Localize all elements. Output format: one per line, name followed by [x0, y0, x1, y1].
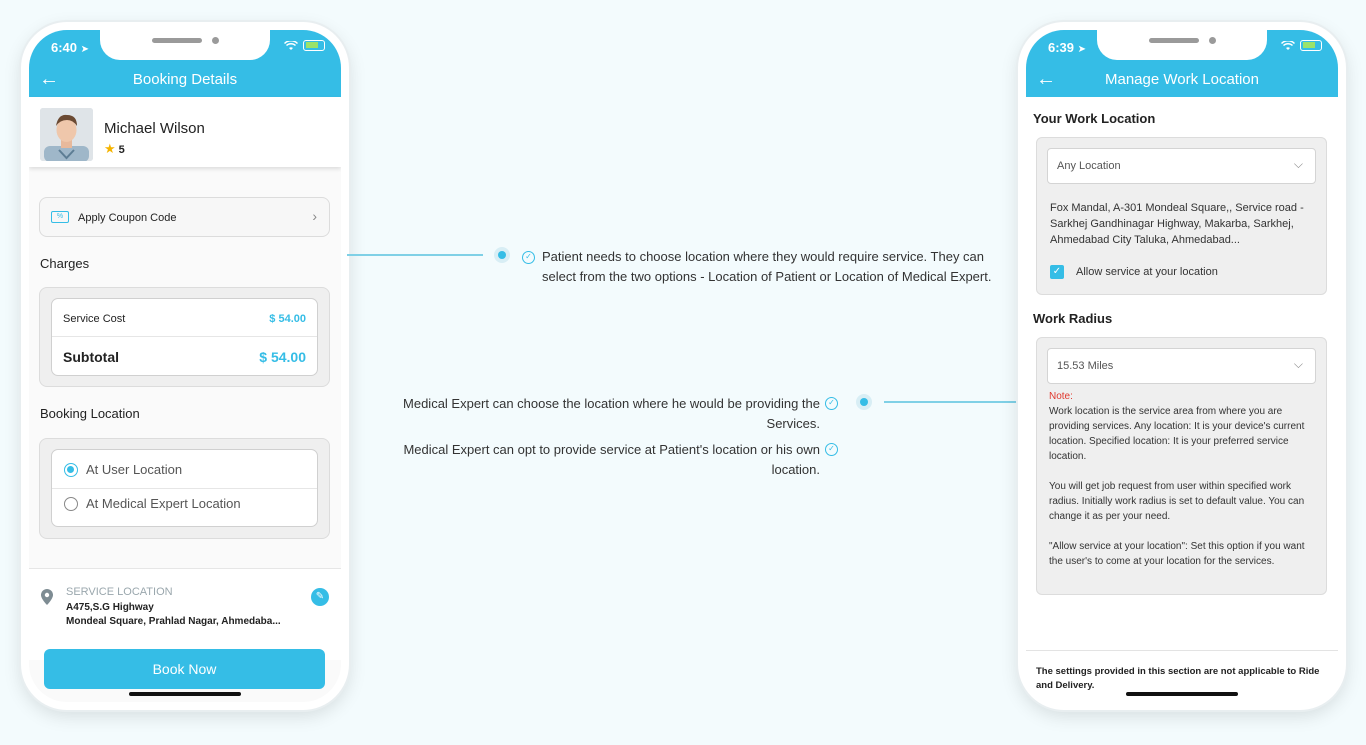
chevron-right-icon: ›	[312, 208, 317, 224]
option-expert-location[interactable]	[64, 496, 241, 511]
rating-value: 5	[118, 144, 125, 156]
edit-icon[interactable]: ✎	[311, 588, 329, 606]
app-header	[29, 30, 341, 97]
status-bar	[1026, 30, 1338, 64]
charges-card	[39, 287, 330, 387]
wifi-icon	[284, 41, 298, 51]
radio-selected-icon	[64, 463, 78, 477]
coupon-label: Apply Coupon Code	[78, 212, 177, 224]
subtotal-value: $ 54.00	[259, 349, 306, 365]
check-circle-icon: ✓	[522, 251, 535, 264]
service-cost-label: Service Cost	[63, 313, 126, 325]
expert-name: Michael Wilson	[104, 120, 205, 137]
app-header	[1026, 30, 1338, 97]
battery-icon	[1300, 40, 1322, 51]
apply-coupon-button[interactable]	[39, 197, 330, 237]
status-time: 6:40	[51, 40, 78, 55]
location-arrow-icon: ➤	[80, 44, 90, 55]
page-title: Booking Details	[132, 71, 238, 88]
rating	[104, 141, 125, 157]
service-address-line2: Mondeal Square, Prahlad Nagar, Ahmedaba...	[66, 616, 281, 627]
connector-dot	[494, 247, 510, 263]
expert-profile-card	[29, 97, 341, 167]
check-circle-icon: ✓	[825, 443, 838, 456]
work-location-content	[1026, 97, 1338, 702]
radius-dropdown-value: 15.53 Miles	[1057, 360, 1114, 372]
annotation-expert-2: Medical Expert can opt to provide service at Patient's location or his own location.	[403, 442, 820, 477]
manage-work-location-screen	[1026, 30, 1338, 702]
allow-service-label: Allow service at your location	[1076, 266, 1218, 278]
location-dropdown[interactable]	[1047, 148, 1316, 184]
avatar	[40, 108, 93, 161]
note-label: Note:	[1049, 391, 1073, 402]
option-label: At Medical Expert Location	[86, 496, 241, 511]
service-cost-value: $ 54.00	[269, 313, 306, 325]
work-location-title: Your Work Location	[1033, 111, 1156, 126]
page-title: Manage Work Location	[1105, 71, 1259, 88]
service-address-line1: A475,S.G Highway	[66, 602, 154, 613]
radio-unselected-icon	[64, 497, 78, 511]
subtotal-label: Subtotal	[63, 349, 119, 365]
allow-service-checkbox[interactable]	[1050, 265, 1218, 279]
battery-icon	[303, 40, 325, 51]
phone-notch	[1097, 30, 1267, 60]
divider	[52, 336, 317, 337]
chevron-down-icon: ⌵	[1293, 157, 1303, 171]
location-dropdown-value: Any Location	[1057, 160, 1121, 172]
connector-line	[347, 254, 483, 256]
checkbox-icon: ✓	[1050, 265, 1064, 279]
note-text: Work location is the service area from where you are providing services. Any location: It is your device's current location. Specified location: It is your preferred service location. You will get job request from user within specified work radius. Initially work radius is set to default value. You can change it as per your need. "Allow service at your location": Set this option if you want the user's to come at your location for the services.	[1049, 406, 1305, 567]
home-indicator	[1126, 692, 1238, 696]
coupon-icon: %	[51, 211, 69, 223]
footer-note-text: The settings provided in this section are not applicable to Ride and Delivery.	[1036, 666, 1320, 691]
work-address: Fox Mandal, A-301 Mondeal Square,, Service road - Sarkhej Gandhinagar Highway, Makarba, Sarkhej, Ahmedabad City Taluka, Ahmedabad...	[1050, 202, 1304, 246]
connector-dot	[856, 394, 872, 410]
work-radius-card	[1036, 337, 1327, 595]
chevron-down-icon: ⌵	[1293, 357, 1303, 371]
radius-dropdown[interactable]	[1047, 348, 1316, 384]
booking-location-title: Booking Location	[40, 406, 140, 421]
service-location-section	[29, 568, 341, 660]
option-user-location[interactable]	[64, 462, 182, 477]
booking-location-card	[39, 438, 330, 539]
annotation-patient: Patient needs to choose location where they would require service. They can select from the two options - Location of Patient or Location of Medical Expert.	[542, 249, 992, 284]
status-icons	[1281, 40, 1322, 51]
book-now-button[interactable]: Book Now	[44, 649, 325, 689]
back-arrow-icon[interactable]: ←	[1036, 68, 1056, 90]
booking-details-screen	[29, 30, 341, 702]
manage-work-location-phone	[1018, 22, 1346, 710]
service-location-label: SERVICE LOCATION	[66, 586, 173, 598]
option-label: At User Location	[86, 462, 183, 477]
status-icons	[284, 40, 325, 51]
booking-details-phone	[21, 22, 349, 710]
work-location-card	[1036, 137, 1327, 295]
back-arrow-icon[interactable]: ←	[39, 68, 59, 90]
check-circle-icon: ✓	[825, 397, 838, 410]
star-icon: ★	[104, 141, 116, 156]
charges-title: Charges	[40, 256, 90, 271]
divider	[52, 488, 317, 489]
annotation-expert-1: Medical Expert can choose the location where he would be providing the Services.	[403, 396, 820, 431]
phone-notch	[100, 30, 270, 60]
location-pin-icon	[41, 589, 53, 605]
home-indicator	[129, 692, 241, 696]
location-arrow-icon: ➤	[1077, 44, 1087, 55]
work-radius-title: Work Radius	[1033, 311, 1113, 326]
wifi-icon	[1281, 41, 1295, 51]
connector-line	[884, 401, 1018, 403]
status-bar	[29, 30, 341, 64]
status-time: 6:39	[1048, 40, 1075, 55]
